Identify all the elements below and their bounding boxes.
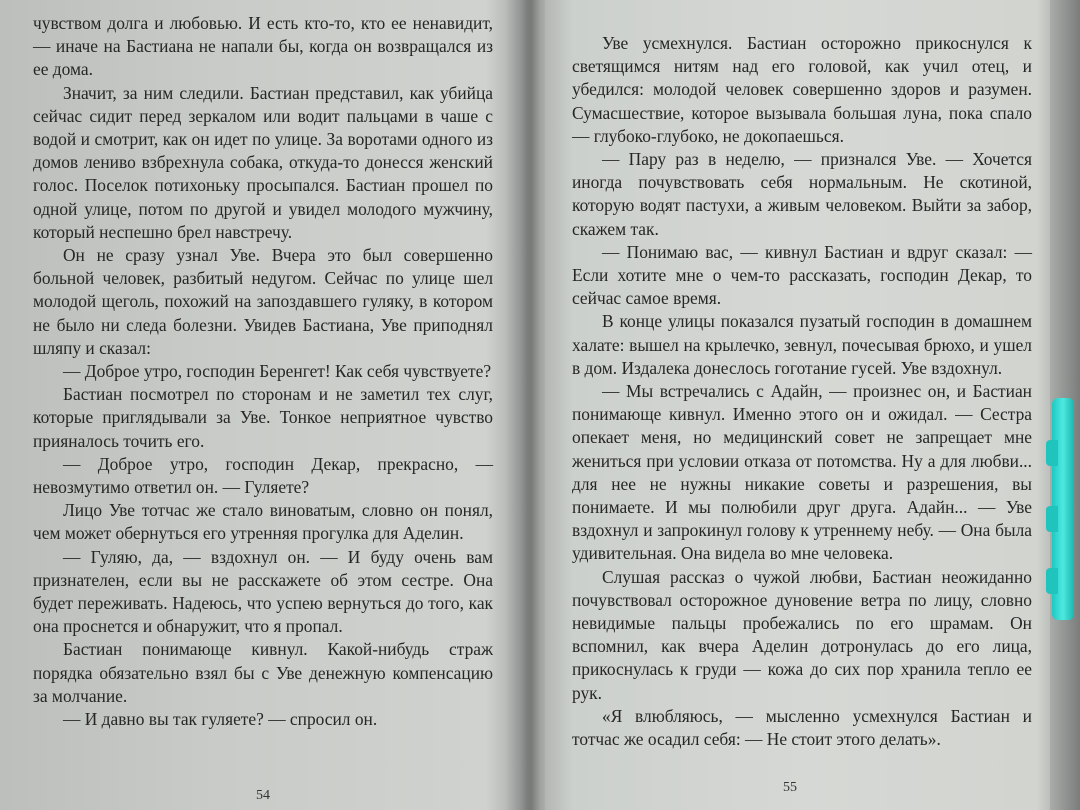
paragraph: В конце улицы показался пузатый господин в домашнем халате: вышел на крылечко, зевнул, почесывая брюхо, и ушел в дом. Издалека донеслось гоготание гусей. Уве вздохнул.: [572, 311, 1032, 378]
clip-notch: [1046, 568, 1058, 594]
left-page-text: [33, 12, 493, 731]
paragraph: — И давно вы так гуляете? — спросил он.: [63, 709, 378, 730]
paragraph: — Гуляю, да, — вздохнул он. — И буду очень вам признателен, если вы не расскажете об этом сестре. Она будет переживать. Надеюсь, что успею вернуться до того, как она проснется и обнаружит, что я пропал.: [33, 546, 493, 637]
paragraph: «Я влюбляюсь, — мысленно усмехнулся Бастиан и тотчас же осадил себя: — Не стоит этого делать».: [572, 705, 1032, 750]
paragraph: Лицо Уве тотчас же стало виноватым, словно он понял, чем может обернуться его утренняя прогулка для Аделин.: [33, 500, 493, 544]
paragraph: Уве усмехнулся. Бастиан осторожно прикоснулся к светящимся нитям над его головой, как учил отец, и убедился: молодой человек совершенно здоров и разумен. Сумасшествие, которое вызывала большая луна, пока спало — глубоко-глубоко, не докопаешься.: [572, 33, 1032, 146]
bookmark-clip-icon: [1046, 398, 1076, 620]
right-page: [540, 0, 1050, 810]
paragraph: — Пару раз в неделю, — признался Уве. — Хочется иногда почувствовать себя нормальным. Не скотиной, которую водят пастухи, а живым человеком. Выйти за забор, скажем так.: [572, 149, 1032, 239]
clip-notch: [1046, 506, 1058, 532]
paragraph: — Доброе утро, господин Беренгет! Как себя чувствуете?: [63, 361, 492, 382]
page-number-left: 54: [256, 788, 270, 803]
right-page-text: [572, 32, 1032, 751]
left-page: [0, 0, 528, 810]
paragraph: — Понимаю вас, — кивнул Бастиан и вдруг сказал: — Если хотите мне о чем-то рассказать, господин Декар, то сейчас самое время.: [572, 241, 1032, 309]
paragraph: Значит, за ним следили. Бастиан представил, как убийца сейчас сидит перед зеркалом или водит пальцами в чаше с водой и смотрит, как он идет по улице. За воротами одного из домов лениво взбрехнула собака, откуда-то донесся женский голос. Поселок потихоньку просыпался. Бастиан прошел по одной улице, потом по другой и увидел молодого мужчину, который неспешно брел навстречу.: [33, 82, 493, 242]
paragraph: — Мы встречались с Адайн, — произнес он, и Бастиан понимающе кивнул. Именно этого он и ожидал. — Сестра опекает меня, но медицинский совет не запрещает мне жениться при условии отказа от потомства. Ну а для любви... для нее не нужны никакие советы и разрешения, вы понимаете. И мы полюбили друг друга. Адайн... — Уве вздохнул и запрокинул голову к утреннему небу. — Она была удивительная. Она видела во мне человека.: [572, 381, 1032, 564]
page-number-right: 55: [783, 780, 797, 795]
paragraph: чувством долга и любовью. И есть кто-то, кто ее ненавидит, — иначе на Бастиана не напали бы, когда он возвращался из ее дома.: [33, 13, 493, 80]
paragraph: — Доброе утро, господин Декар, прекрасно, — невозмутимо ответил он. — Гуляете?: [33, 453, 493, 498]
paragraph: Бастиан посмотрел по сторонам и не заметил тех слуг, которые приглядывали за Уве. Тонкое неприятное чувство прияналось точить его.: [33, 384, 493, 451]
paragraph: Он не сразу узнал Уве. Вчера это был совершенно больной человек, разбитый недугом. Сейчас по улице шел молодой щеголь, похожий на запоздавшего гуляку, в котором не было ни следа болезни. Увидев Бастиана, Уве приподнял шляпу и сказал:: [33, 245, 493, 358]
paragraph: Слушая рассказ о чужой любви, Бастиан неожиданно почувствовал осторожное дуновение ветра по лицу, словно невидимые пальцы пробежались по его шрамам. Он вспомнил, как вчера Аделин дотронулась до его лица, прикоснулась к груди — кожа до сих пор хранила тепло ее рук.: [572, 566, 1032, 703]
paragraph: Бастиан понимающе кивнул. Какой-нибудь страж порядка обязательно взял бы с Уве денежную компенсацию за молчание.: [33, 639, 493, 706]
clip-notch: [1046, 440, 1058, 466]
